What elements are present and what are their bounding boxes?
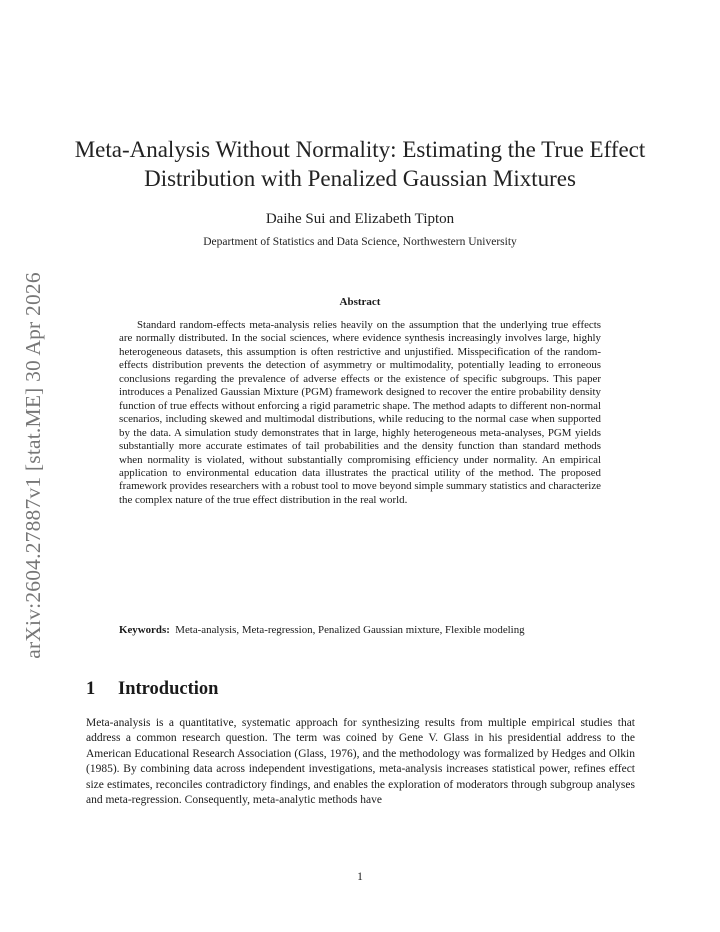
section-heading-introduction (86, 679, 218, 700)
abstract-heading: Abstract (339, 296, 381, 308)
page-number: 1 (357, 871, 363, 883)
arxiv-identifier-stamp (18, 250, 48, 680)
introduction-paragraph: Meta-analysis is a quantitative, systematic approach for synthesizing results from multiple empirical studies that address a common research question. The term was coined by Gene V. Glass in his presidential address to the American Educational Research Association (Glass, 1976), and the methodology was formalized by Hedges and Olkin (1985). By combining data across independent investigations, meta-analysis increases statistical power, refines effect size estimates, reconciles contradictory findings, and enables the exploration of moderators through subgroup analyses and meta-regression. Consequently, meta-analytic methods have (86, 717, 635, 807)
paper-authors: Daihe Sui and Elizabeth Tipton (265, 211, 455, 227)
author-affiliation: Department of Statistics and Data Science, Northwestern University (203, 236, 517, 248)
section-number: 1 (86, 679, 96, 699)
section-title: Introduction (118, 679, 219, 699)
keywords-text: Meta-analysis, Meta-regression, Penalized Gaussian mixture, Flexible modeling (175, 624, 525, 636)
abstract-text: Standard random-effects meta-analysis relies heavily on the assumption that the underlying true effects are normally distributed. In the social sciences, where evidence synthesis increasingly involves large, highly heterogeneous datasets, this assumption is often restrictive and unjustified. Misspecification of the random-effects distribution prevents the detection of asymmetry or multimodality, potentially leading to erroneous conclusions regarding the prevalence of adverse effects or the existence of specific subgroups. This paper introduces a Penalized Gaussian Mixture (PGM) framework designed to recover the entire probability density function of true effects without enforcing a rigid parametric shape. The method adapts to different non-normal scenarios, including skewed and multimodal distributions, while reducing to the normal case when supported by the data. A simulation study demonstrates that in large, highly heterogeneous meta-analyses, PGM yields substantially more accurate estimates of tail probabilities and the density function than standard methods when normality is violated, without substantially compromising efficiency under normality. An empirical application to environmental education data illustrates the practical utility of the method. The proposed framework provides researchers with a robust tool to move beyond simple summary statistics and characterize the complex nature of the true effect distribution in the real world. (119, 319, 601, 506)
paper-title: Meta-Analysis Without Normality: Estimating the True Effect Distribution with Penalized Gaussian Mixtures (74, 137, 646, 191)
keywords-label: Keywords: (119, 624, 170, 636)
arxiv-identifier-text: arXiv:2604.27887v1 [stat.ME] 30 Apr 2026 (20, 271, 45, 659)
keywords-line (119, 624, 601, 637)
